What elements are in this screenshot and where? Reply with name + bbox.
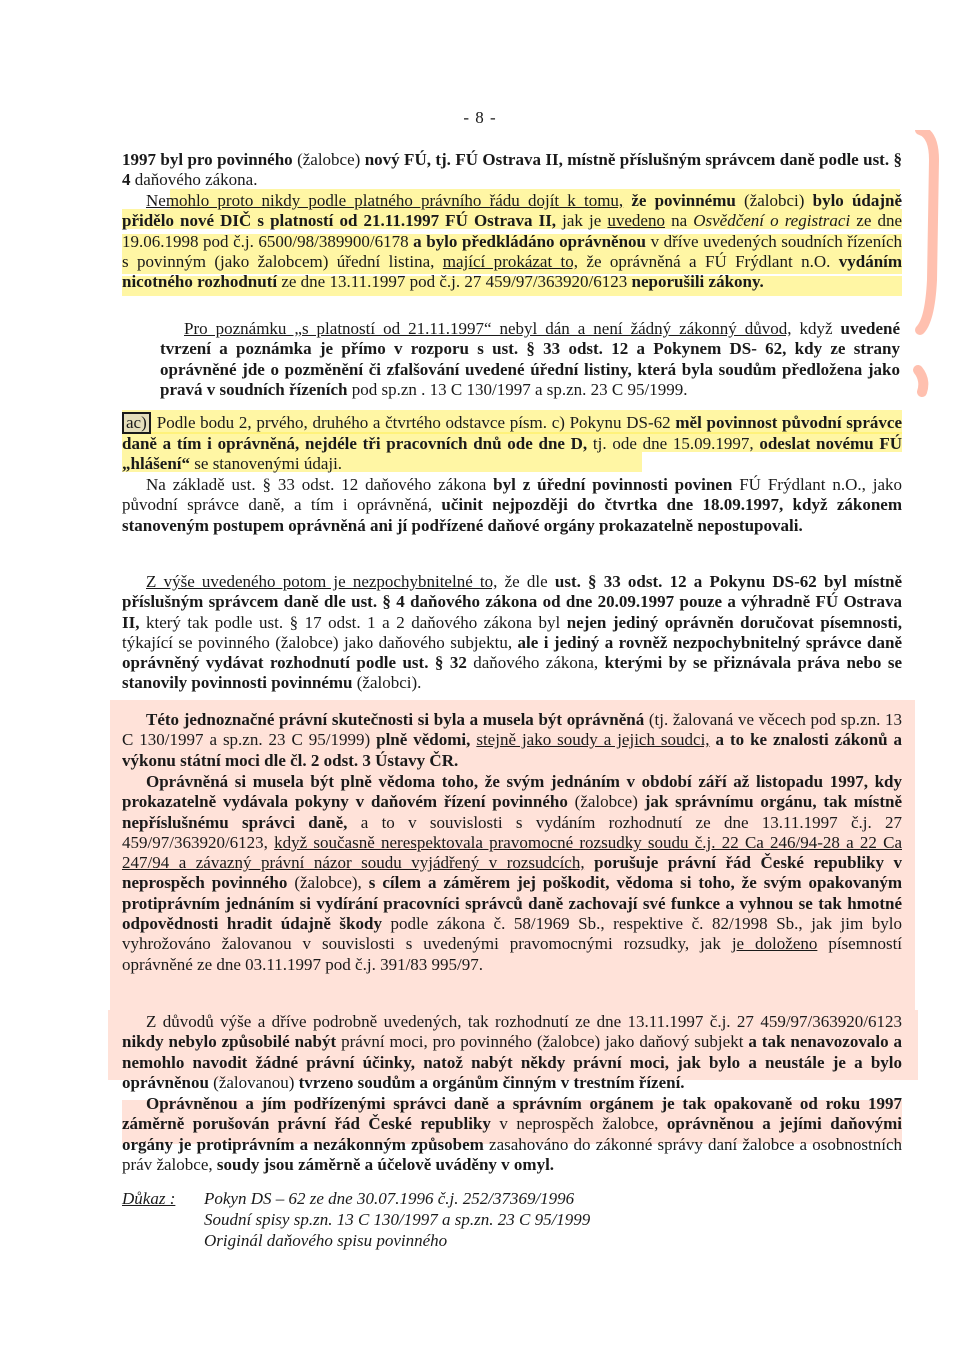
evidence-item: Soudní spisy sp.zn. 13 C 130/1997 a sp.zn. 23 C 95/1999 (204, 1210, 591, 1229)
paragraph-10: Oprávněnou a jím podřízenými správci daně a správním orgánem je tak opakovaně od roku 1997 záměrně porušován právní řád České republiky v neprospěch žalobce, oprávněnou a jejími daňovými orgány je protiprávním a nezákonným způsobem zasahováno do zákonné správy daní žalobce a osobnostních práv žalobce, soudy jsou záměrně a účelově uváděny v omyl. (122, 1094, 903, 1174)
paragraph-3: Pro poznámku „s platností od 21.11.1997“ nebyl dán a není žádný zákonný důvod, když uvedené tvrzení a poznámka je přímo v rozporu s ust. § 33 odst. 12 a Pokynem DS- 62, kdy ze strany oprávněné jde o pozměnění či zfalšování uvedené úřední listiny, která byla soudům předložena jako pravá v soudních řízeních pod sp.zn . 13 C 130/1997 a sp.zn. 23 C 95/1999. (160, 319, 901, 399)
page-number: - 8 - (463, 108, 497, 127)
evidence-list (204, 1188, 804, 1251)
evidence-item: Pokyn DS – 62 ze dne 30.07.1996 č.j. 252/37369/1996 (204, 1189, 575, 1208)
paragraph-9: Z důvodů výše a dříve podrobně uvedených, tak rozhodnutí ze dne 13.11.1997 č.j. 27 459/97/363920/6123 nikdy nebylo způsobilé nabýt právní moci, pro povinného (žalobce) jako daňový subjekt a tak nenavozovalo a nemohlo navodit žádné právní účinky, natož nabýt někdy právní moci, jak bylo a neustále je a bylo oprávněnou (žalovanou) tvrzeno soudům a orgánům činným v trestním řízení. (122, 1012, 903, 1092)
paragraph-4: ac) Podle bodu 2, prvého, druhého a čtvrtého odstavce písm. c) Pokynu DS-62 měl povinnost původní správce daně a tím i oprávněná, nejdéle tři pracovních dnů ode dne D, tj. ode dne 15.09.1997, odeslat novému FÚ „hlášení“ se stanovenými údaji. (122, 413, 903, 474)
paragraph-5: Na základě ust. § 33 odst. 12 daňového zákona byl z úřední povinnosti povinen FÚ Frýdlant n.O., jako původní správce daně, a tím i oprávněná, učinit nejpozději do čtvrtka dne 18.09.1997, když zákonem stanoveným postupem oprávněná ani jí podřízené daňové orgány prokazatelně nepostupovali. (122, 475, 903, 535)
margin-marker-stroke (912, 130, 940, 400)
paragraph-6: Z výše uvedeného potom je nezpochybnitelné to, že dle ust. § 33 odst. 12 a Pokynu DS-62 byl místně příslušným správcem daně dle ust. § 4 daňového zákona od dne 20.09.1997 pouze a výhradně FÚ Ostrava II, který tak podle ust. § 17 odst. 1 a 2 daňového zákona byl nejen jediný oprávněn doručovat písemnosti, týkající se povinného (žalobce) jako daňového subjektu, ale i jediný a rovněž nezpochybnitelný správce daně oprávněný vydávat rozhodnutí podle ust. § 32 daňového zákona, kterými by se přiznávala práva nebo se stanovily povinnosti povinnému (žalobci). (122, 572, 903, 693)
paragraph-2: Nemohlo proto nikdy podle platného právního řádu dojít k tomu, že povinnému (žalobci) bylo údajně přidělo nové DIČ s platností od 21.11.1997 FÚ Ostrava II, jak je uvedeno na Osvědčení o registraci ze dne 19.06.1998 pod č.j. 6500/98/389900/6178 a bylo předkládáno oprávněnou v dříve uvedených soudních řízeních s povinným (jako žalobcem) úřední listina, mající prokázat to, že oprávněná a FÚ Frýdlant n.O. vydáním nicotného rozhodnutí ze dne 13.11.1997 pod č.j. 27 459/97/363920/6123 neporušili zákony. (122, 191, 903, 292)
paragraph-8: Oprávněná si musela být plně vědoma toho, že svým jednáním v období září až listopadu 1997, kdy prokazatelně vydávala pokyny v daňovém řízení povinného (žalobce) jak správnímu orgánu, tak místně nepříslušnému správci daně, a to v souvislosti s vydáním rozhodnutí ze dne 13.11.1997 č.j. 27 459/97/363920/6123, když současně nerespektovala pravomocné rozsudky soudu č.j. 22 Ca 246/94-28 a 22 Ca 247/94 a závazný právní názor soudu vyjádřený v rozsudcích, porušuje právní řád České republiky v neprospěch povinného (žalobce), s cílem a záměrem jej poškodit, vědoma si toho, že svým opakovaným protiprávním jednáním si vydírání pracovníci správců daně zachovají své funkce a vyhnou se tak hmotné odpovědnosti hradit údajně škody podle zákona č. 58/1969 Sb., respektive č. 82/1998 Sb., jak jim bylo vyhrožováno žalovanou v souvislosti s uvedenými pravomocnými rozsudky, jak je doloženo písemností oprávněné ze dne 03.11.1997 pod č.j. 391/83 995/97. (122, 772, 903, 974)
evidence-item: Originál daňového spisu povinného (204, 1231, 448, 1250)
section-tag: ac) (122, 412, 151, 434)
evidence-label: Důkaz : (122, 1189, 176, 1208)
paragraph-7: Této jednoznačné právní skutečnosti si byla a musela být oprávněná (tj. žalovaná ve věcech pod sp.zn. 13 C 130/1997 a sp.zn. 23 C 95/1999) plně vědomi, stejně jako soudy a jejich soudci, a to ke znalosti zákonů a výkonu státní moci dle čl. 2 odst. 3 Ústavy ČR. (122, 710, 903, 770)
paragraph-1: 1997 byl pro povinného (žalobce) nový FÚ, tj. FÚ Ostrava II, místně příslušným správcem daně podle ust. § 4 daňového zákona. (122, 150, 902, 190)
